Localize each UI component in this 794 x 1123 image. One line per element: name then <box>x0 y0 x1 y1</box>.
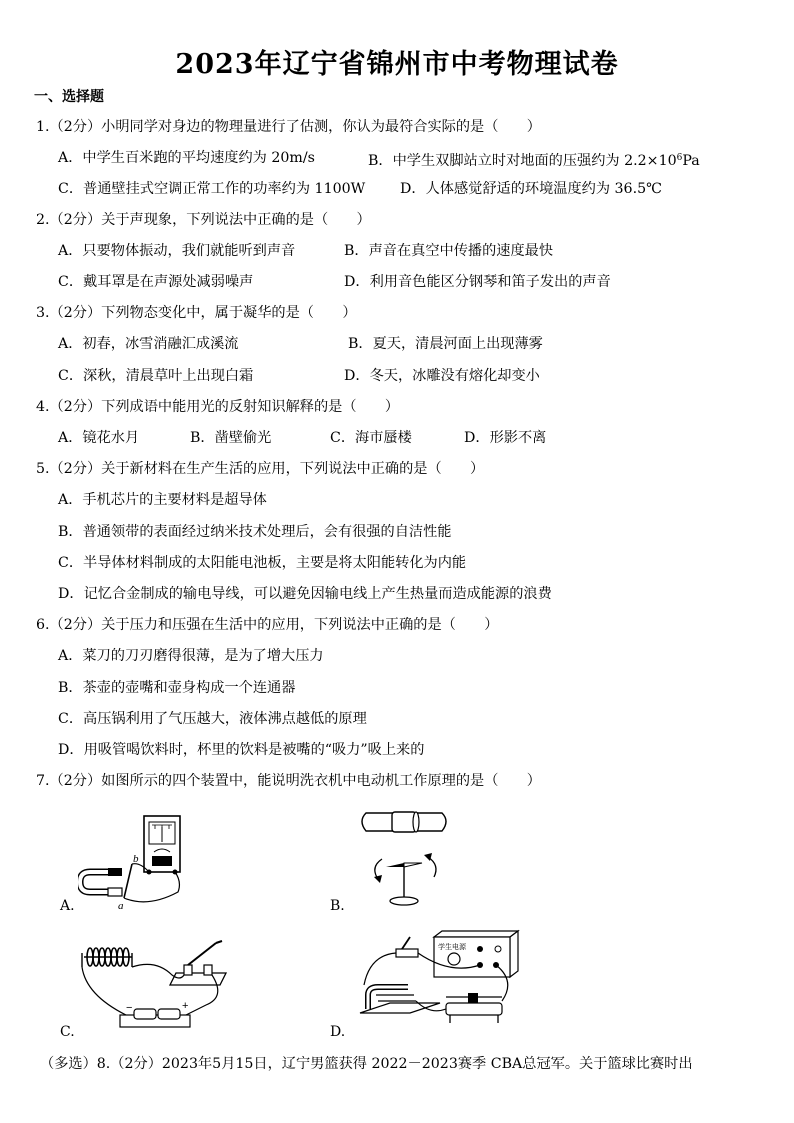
question-7-figure-d-label: D. <box>330 1024 346 1040</box>
figure-c-plus-sign: + <box>182 1000 189 1012</box>
question-5-option-b: B．普通领带的表面经过纳米技术处理后，会有很强的自洁性能 <box>58 524 452 540</box>
question-2-option-c: C．戴耳罩是在声源处减弱噪声 <box>58 274 254 290</box>
figure-a-label-b: b <box>133 853 139 865</box>
question-2-stem: 2.（2分）关于声现象，下列说法中正确的是（ ） <box>36 212 371 228</box>
question-4-option-c: C．海市蜃楼 <box>330 430 412 446</box>
question-2-option-a: A．只要物体振动，我们就能听到声音 <box>58 243 296 259</box>
question-5-option-d: D．记忆合金制成的输电导线，可以避免因输电线上产生热量而造成能源的浪费 <box>58 586 552 602</box>
question-7-figure-c-label: C. <box>60 1024 75 1040</box>
question-4-option-b: B．凿壁偷光 <box>190 430 272 446</box>
figure-d-motor-diagram <box>350 925 526 1035</box>
question-4-option-d: D．形影不离 <box>464 430 547 446</box>
question-4-stem: 4.（2分）下列成语中能用光的反射知识解释的是（ ） <box>36 399 400 415</box>
question-1-stem: 1.（2分）小明同学对身边的物理量进行了估测，你认为最符合实际的是（ ） <box>36 119 541 135</box>
question-2-option-b: B．声音在真空中传播的速度最快 <box>344 243 554 259</box>
figure-c-minus-sign: − <box>126 1002 133 1014</box>
question-3-option-c: C．深秋，清晨草叶上出现白霜 <box>58 368 254 384</box>
page-title: 2023年辽宁省锦州市中考物理试卷 <box>175 49 619 80</box>
figure-d-supply-label: 学生电源 <box>438 943 466 951</box>
question-6-stem: 6.（2分）关于压力和压强在生活中的应用，下列说法中正确的是（ ） <box>36 617 499 633</box>
question-3-stem: 3.（2分）下列物态变化中，属于凝华的是（ ） <box>36 305 357 321</box>
figure-a-label-a: a <box>118 900 124 912</box>
question-2-option-d: D．利用音色能区分钢琴和笛子发出的声音 <box>344 274 611 290</box>
question-4-option-a: A．镜花水月 <box>58 430 140 446</box>
question-8-stem: （多选）8.（2分）2023年5月15日，辽宁男篮获得 2022－2023赛季 CBA总冠军。关于篮球比赛时出 <box>40 1056 693 1072</box>
question-1-option-d: D．人体感觉舒适的环境温度约为 36.5℃ <box>400 181 662 197</box>
figure-c-electromagnet-diagram <box>76 935 236 1035</box>
question-1-option-c: C．普通壁挂式空调正常工作的功率约为 1100W <box>58 181 366 197</box>
question-3-option-b: B．夏天，清晨河面上出现薄雾 <box>348 336 543 352</box>
question-7-figure-a-label: A. <box>60 898 75 914</box>
figure-a-generator-diagram <box>78 812 208 912</box>
question-6-option-d: D．用吸管喝饮料时，杯里的饮料是被嘴的“吸力”吸上来的 <box>58 742 425 758</box>
figure-b-oersted-diagram <box>352 805 462 910</box>
question-3-option-d: D．冬天，冰雕没有熔化却变小 <box>344 368 540 384</box>
question-5-option-c: C．半导体材料制成的太阳能电池板，主要是将太阳能转化为内能 <box>58 555 467 571</box>
question-6-option-b: B．茶壶的壶嘴和壶身构成一个连通器 <box>58 680 296 696</box>
question-7-stem: 7.（2分）如图所示的四个装置中，能说明洗衣机中电动机工作原理的是（ ） <box>36 773 541 789</box>
question-1-option-a: A．中学生百米跑的平均速度约为 20m/s <box>58 150 315 166</box>
question-6-option-c: C．高压锅利用了气压越大，液体沸点越低的原理 <box>58 711 367 727</box>
question-1-option-b: B．中学生双脚站立时对地面的压强约为 $2.2\times 10^6Pa$ <box>368 153 700 169</box>
question-7-figure-b-label: B. <box>330 898 345 914</box>
section-heading: 一、选择题 <box>34 89 104 105</box>
question-6-option-a: A．菜刀的刀刃磨得很薄，是为了增大压力 <box>58 648 324 664</box>
question-5-option-a: A．手机芯片的主要材料是超导体 <box>58 492 267 508</box>
question-5-stem: 5.（2分）关于新材料在生产生活的应用，下列说法中正确的是（ ） <box>36 461 485 477</box>
question-3-option-a: A．初春，冰雪消融汇成溪流 <box>58 336 239 352</box>
